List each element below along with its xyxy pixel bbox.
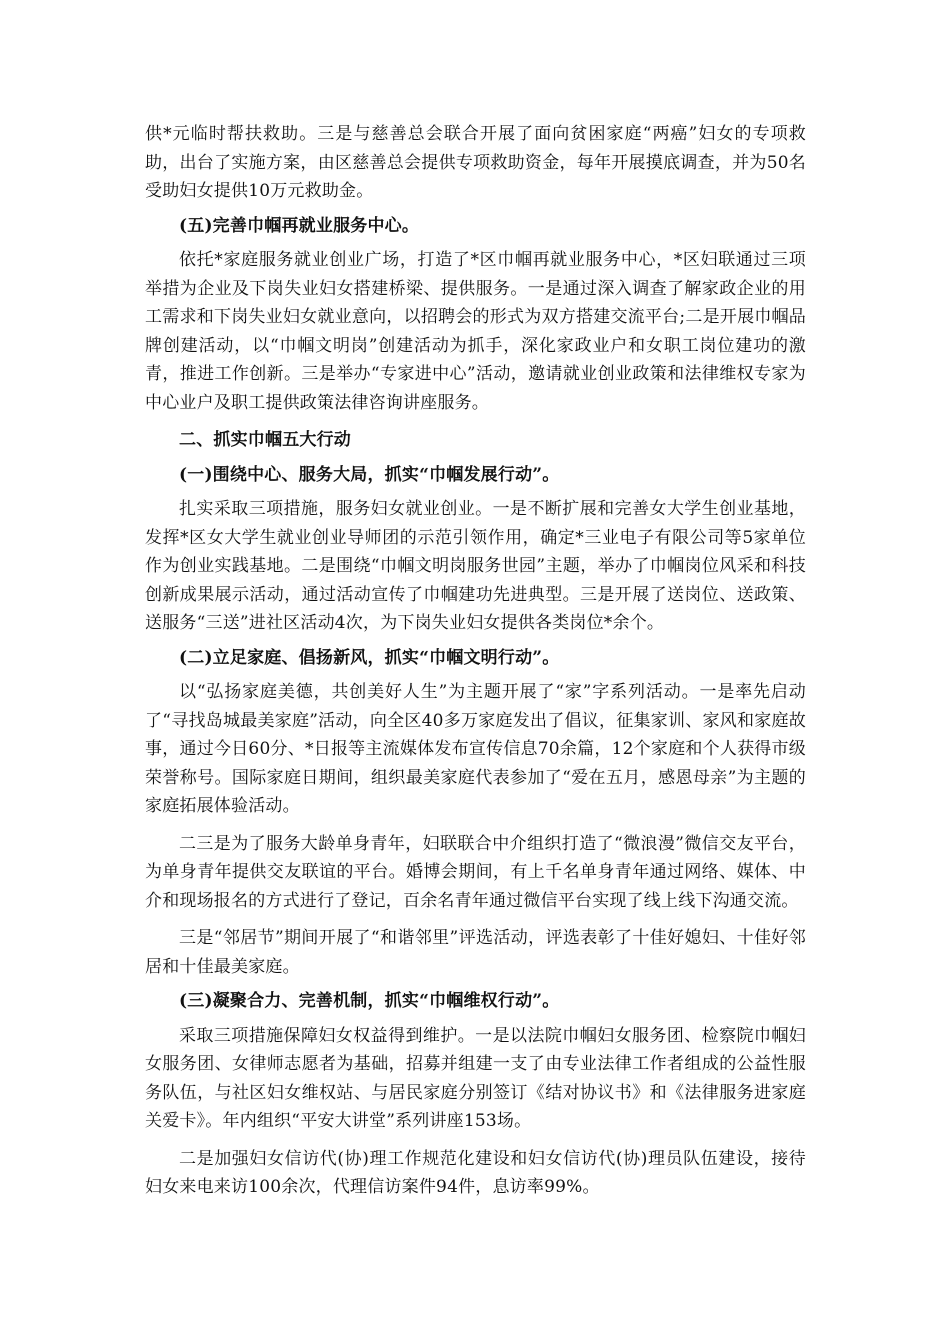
heading-reemployment-center: (五)完善巾帼再就业服务中心。	[179, 215, 420, 236]
paragraph-reemployment-center: 依托*家庭服务就业创业广场，打造了*区巾帼再就业服务中心，*区妇联通过三项举措为企业及下岗失业妇女搭建桥梁、提供服务。一是通过深入调查了解家政企业的用工需求和下岗失业妇女就业意向，以招聘会的形式为双方搭建交流平台;二是开展巾帼品牌创建活动，以“巾帼文明岗”创建活动为抓手，深化家政业户和女职工岗位建功的激青，推进工作创新。三是举办“专家进中心”活动，邀请就业创业政策和法律维权专家为中心业户及职工提供政策法律咨询讲座服务。	[145, 250, 806, 413]
heading-section-two: 二、抓实巾帼五大行动	[179, 430, 351, 450]
paragraph-petition-work: 二是加强妇女信访代(协)理工作规范化建设和妇女信访代(协)理员队伍建设，接待妇女来电来访100余次，代理信访案件94件，息访率99%。	[145, 1148, 806, 1197]
paragraph-relief-continued: 供*元临时帮扶救助。三是与慈善总会联合开展了面向贫困家庭“两癌”妇女的专项救助，出台了实施方案，由区慈善总会提供专项救助资金，每年开展摸底调查，并为50名受助妇女提供10万元救助金。	[145, 124, 806, 201]
paragraph-legal-service: 采取三项措施保障妇女权益得到维护。一是以法院巾帼妇女服务团、检察院巾帼妇女服务团、女律师志愿者为基础，招募并组建一支了由专业法律工作者组成的公益性服务队伍，与社区妇女维权站、与居民家庭分别签订《结对协议书》和《法律服务进家庭关爱卡》。年内组织“平安大讲堂”系列讲座153场。	[145, 1025, 806, 1131]
heading-civilization-action: (二)立足家庭、倡扬新风，抓实“巾帼文明行动”。	[179, 647, 560, 668]
heading-rights-action: (三)凝聚合力、完善机制，抓实“巾帼维权行动”。	[179, 991, 560, 1011]
paragraph-development-action: 扎实采取三项措施，服务妇女就业创业。一是不断扩展和完善女大学生创业基地，发挥*区女大学生就业创业导师团的示范引领作用，确定*三业电子有限公司等5家单位作为创业实践基地。二是围绕“巾帼文明岗服务世园”主题，举办了巾帼岗位风采和科技创新成果展示活动，通过活动宣传了巾帼建功先进典型。三是开展了送岗位、送政策、送服务“三送”进社区活动4次，为下岗失业妇女提供各类岗位*余个。	[145, 499, 806, 633]
heading-development-action: (一)围绕中心、服务大局，抓实“巾帼发展行动”。	[179, 464, 560, 485]
paragraph-neighbor-festival: 三是“邻居节”期间开展了“和谐邻里”评选活动，评选表彰了十佳好媳妇、十佳好邻居和十佳最美家庭。	[145, 928, 806, 977]
document-page	[145, 120, 806, 1202]
paragraph-family-activities: 以“弘扬家庭美德，共创美好人生”为主题开展了“家”字系列活动。一是率先启动了“寻找岛城最美家庭”活动，向全区40多万家庭发出了倡议，征集家训、家风和家庭故事，通过今日60分、*日报等主流媒体发布宣传信息70余篇，12个家庭和个人获得市级荣誉称号。国际家庭日期间，组织最美家庭代表参加了“爱在五月，感恩母亲”为主题的家庭拓展体验活动。	[145, 682, 806, 816]
paragraph-singles-platform: 二三是为了服务大龄单身青年，妇联联合中介组织打造了“微浪漫”微信交友平台，为单身青年提供交友联谊的平台。婚博会期间，有上千名单身青年通过网络、媒体、中介和现场报名的方式进行了登记，百余名青年通过微信平台实现了线上线下沟通交流。	[145, 833, 806, 911]
